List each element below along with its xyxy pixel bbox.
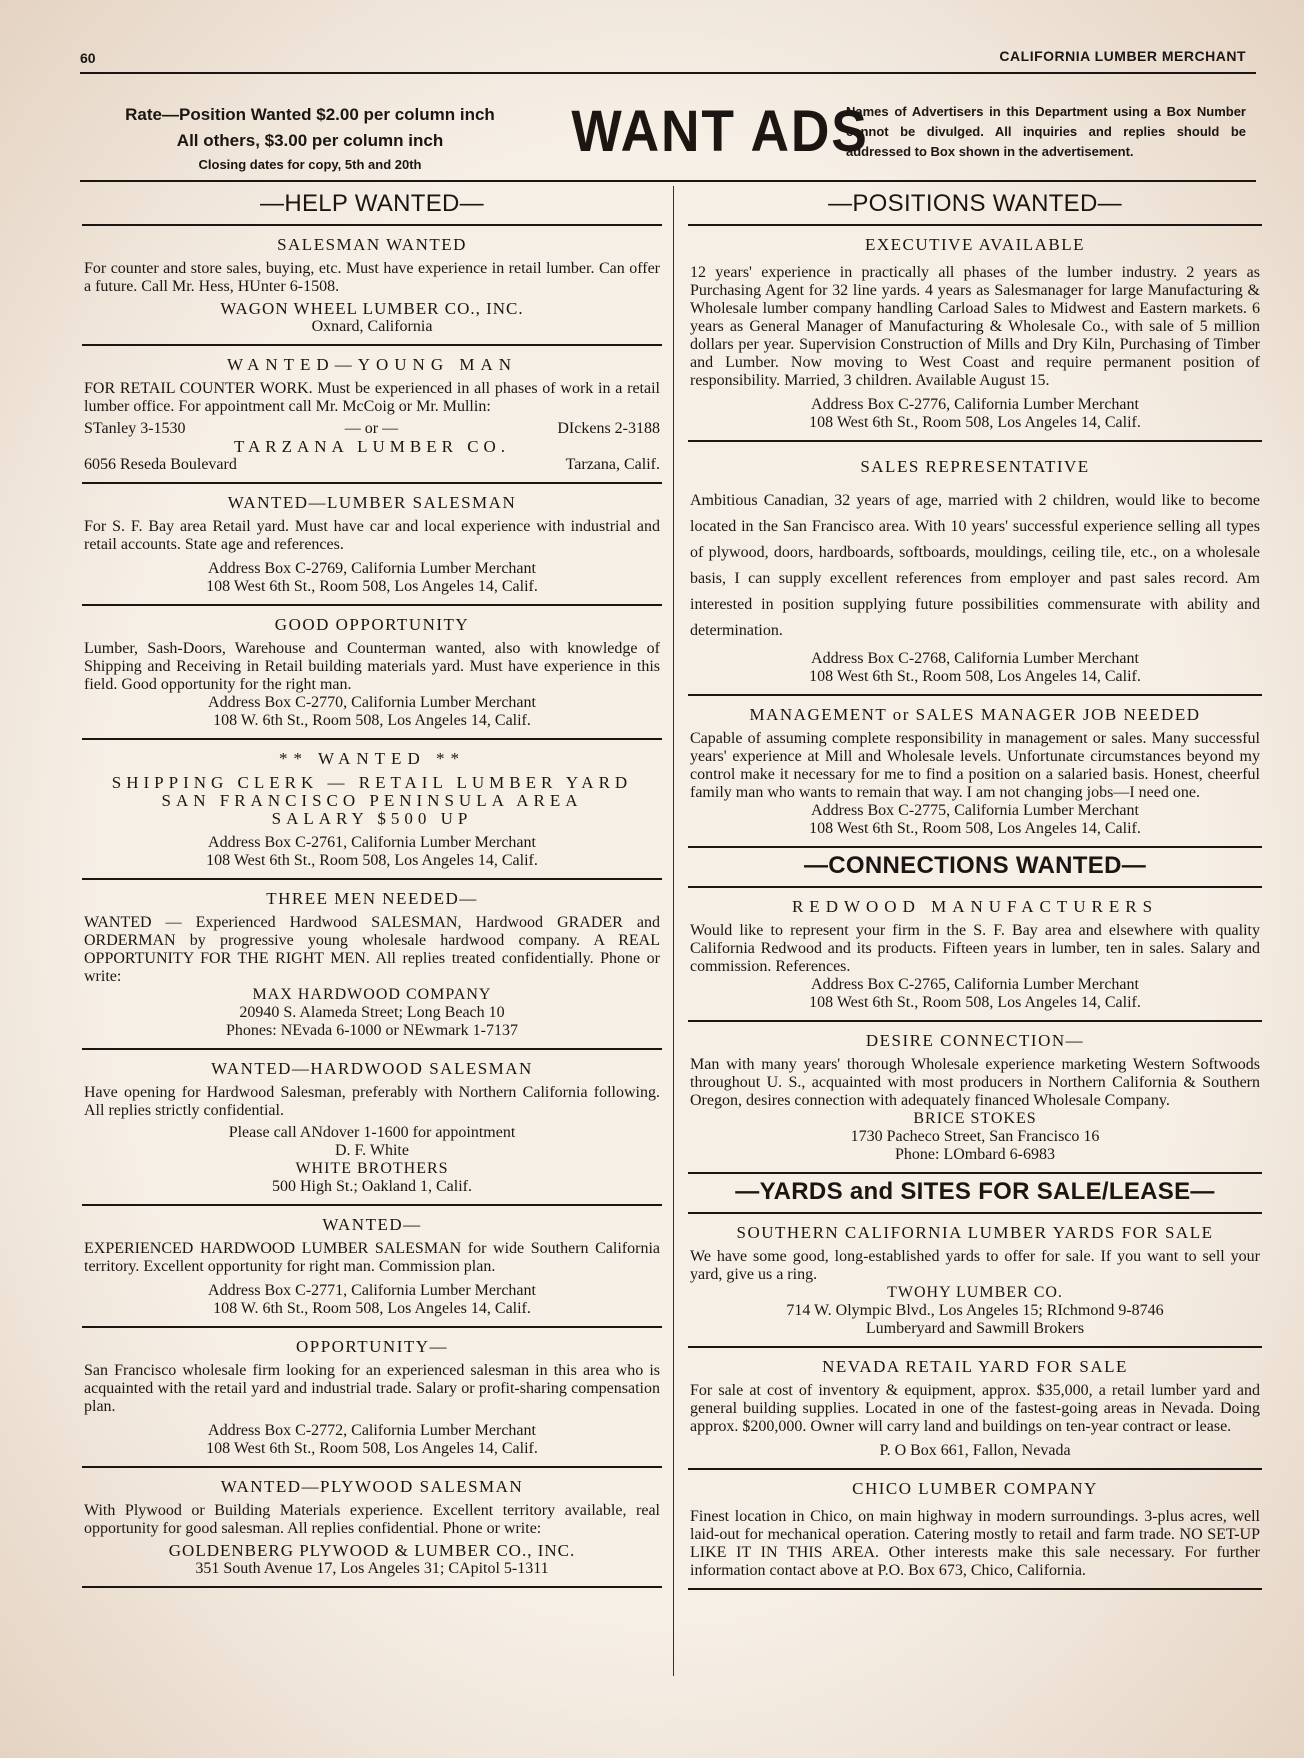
ad-heading: EXECUTIVE AVAILABLE — [864, 235, 1086, 254]
rate-block — [90, 102, 530, 176]
ad-body: 12 years' experience in practically all phases of the lumber industry. 2 years as Purchasing Agent for 32 line yards. 4 years as Salesmanager for large Manufacturing & Wholesale lumber company handling Carload Sales to Midwest and Eastern markets. 6 years as General Manager of Manufacturing & Wholesale Co., with sale of 5 million dollars per year. Supervision Construction of Mills and Dry Kiln, Purchasing of Timber and Lumber. Now moving to West Coast and require permanent position of responsibility. Married, 3 children. Available August 15. — [690, 264, 1260, 389]
ad-hardwood-salesman — [82, 1050, 662, 1206]
ad-shipping-clerk — [82, 740, 662, 880]
ad-box: Address Box C-2770, California Lumber Merchant — [208, 694, 536, 711]
ad-body: EXPERIENCED HARDWOOD LUMBER SALESMAN for wide Southern California territory. Excellent opportunity for right man. Commission plan. — [84, 1240, 660, 1275]
ad-heading: REDWOOD MANUFACTURERS — [791, 897, 1159, 916]
ad-company: GOLDENBERG PLYWOOD & LUMBER CO., INC. — [168, 1541, 576, 1560]
ad-body: With Plywood or Building Materials experience. Excellent territory available, real opportunity for good salesman. All replies confidential. Phone or write: — [84, 1502, 660, 1537]
ad-body: For S. F. Bay area Retail yard. Must have car and local experience with industrial and retail accounts. State age and references. — [84, 518, 660, 553]
column-divider — [673, 186, 674, 1676]
ad-sales-representative — [688, 442, 1262, 696]
ad-address: 108 West 6th St., Room 508, Los Angeles 14, Calif. — [206, 852, 538, 869]
page-number: 60 — [80, 50, 96, 66]
ad-company: TWOHY LUMBER CO. — [887, 1284, 1063, 1301]
ad-tagline: Lumberyard and Sawmill Brokers — [865, 1320, 1085, 1337]
ad-body: WANTED — Experienced Hardwood SALESMAN, Hardwood GRADER and ORDERMAN by progressive young wholesale hardwood company. A REAL OPPORTUNITY FOR THE RIGHT MEN. All replies treated confidentially. Phone or write: — [84, 914, 660, 985]
ad-company: WHITE BROTHERS — [295, 1160, 449, 1177]
ad-address: P. O Box 661, Fallon, Nevada — [879, 1442, 1071, 1459]
ad-phone: Phone: LOmbard 6-6983 — [895, 1146, 1055, 1163]
ad-body: Man with many years' thorough Wholesale experience marketing Western Softwoods throughout U. S., acquainted with most producers in Northern California & Southern Oregon, desires connection with adequately financed Wholesale Company. — [690, 1056, 1260, 1109]
ad-contact: D. F. White — [335, 1142, 409, 1159]
section-heading-yards-for-sale: —YARDS and SITES FOR SALE/LEASE— — [688, 1174, 1262, 1214]
ad-heading: DESIRE CONNECTION— — [865, 1031, 1085, 1050]
ad-address: 108 West 6th St., Room 508, Los Angeles 14, Calif. — [809, 414, 1141, 431]
ad-lumber-salesman — [82, 484, 662, 606]
ad-heading: WANTED—YOUNG MAN — [226, 355, 518, 374]
ad-body: FOR RETAIL COUNTER WORK. Must be experienced in all phases of work in a retail lumber office. For appointment call Mr. McCoig or Mr. Mullin: — [84, 380, 660, 415]
ad-body: Would like to represent your firm in the S. F. Bay area and elsewhere with quality California Redwood and its products. Fifteen years in lumber, ten in sales. Salary and commission. References. — [690, 922, 1260, 975]
ad-address: 1730 Pacheco Street, San Francisco 16 — [850, 1128, 1100, 1145]
section-heading-help-wanted: —HELP WANTED— — [82, 186, 662, 226]
ad-body: We have some good, long-established yards to offer for sale. If you want to sell your yard, give us a ring. — [690, 1248, 1260, 1283]
advertiser-notice: Names of Advertisers in this Department using a Box Number cannot be divulged. All inquiries and replies should be addressed to Box shown in the advertisement. — [846, 104, 1246, 159]
ad-heading: NEVADA RETAIL YARD FOR SALE — [822, 1357, 1128, 1376]
ad-salesman-wanted — [82, 226, 662, 346]
phone-1: STanley 3-1530 — [84, 420, 186, 437]
ad-address: 20940 S. Alameda Street; Long Beach 10 — [239, 1004, 505, 1021]
ad-executive-available — [688, 226, 1262, 442]
street: 6056 Reseda Boulevard — [84, 456, 237, 473]
ad-box: Address Box C-2761, California Lumber Merchant — [208, 834, 536, 851]
ad-body: Lumber, Sash-Doors, Warehouse and Counterman wanted, also with knowledge of Shipping and Receiving in Retail building materials yard. Must have experience in this field. Good opportunity for the right man. — [84, 640, 660, 693]
magazine-name: CALIFORNIA LUMBER MERCHANT — [999, 48, 1246, 64]
ad-body: For counter and store sales, buying, etc. Must have experience in retail lumber. Can offer a future. Call Mr. Hess, HUnter 6-1508. — [84, 260, 660, 295]
phone-or: — or — — [344, 420, 399, 437]
ad-address: 108 W. 6th St., Room 508, Los Angeles 14, Calif. — [213, 712, 531, 729]
right-column — [688, 186, 1262, 1590]
closing-dates: Closing dates for copy, 5th and 20th — [198, 157, 422, 172]
ad-company: WAGON WHEEL LUMBER CO., INC. — [220, 299, 524, 318]
ad-heading: SALES REPRESENTATIVE — [860, 457, 1090, 476]
ad-desire-connection — [688, 1022, 1262, 1174]
ad-heading: CHICO LUMBER COMPANY — [852, 1479, 1098, 1498]
ad-heading: SOUTHERN CALIFORNIA LUMBER YARDS FOR SALE — [736, 1223, 1214, 1242]
ad-heading: GOOD OPPORTUNITY — [274, 615, 470, 634]
ad-heading: OPPORTUNITY— — [295, 1337, 449, 1356]
ad-young-man — [82, 346, 662, 484]
rate-position: Rate—Position Wanted $2.00 per column inch — [125, 105, 495, 124]
ad-heading: MANAGEMENT or SALES MANAGER JOB NEEDED — [749, 705, 1201, 724]
ad-box: Address Box C-2775, California Lumber Merchant — [811, 802, 1139, 819]
ad-line-3: SALARY $500 UP — [271, 809, 473, 828]
ad-contact: BRICE STOKES — [913, 1110, 1037, 1127]
ad-box: Address Box C-2772, California Lumber Merchant — [208, 1422, 536, 1439]
ad-company: TARZANA LUMBER CO. — [233, 437, 511, 456]
ad-box: Address Box C-2768, California Lumber Merchant — [811, 650, 1139, 667]
ad-body: Finest location in Chico, on main highway in modern surroundings. 3-plus acres, well laid-out for mechanical operation. Catering mostly to retail and farm trade. NO SET-UP LIKE IT IN THIS AREA. Other interests make this sale necessary. For further information contact above at P.O. Box 673, Chico, California. — [690, 1508, 1260, 1579]
ad-wanted-experienced — [82, 1206, 662, 1328]
ad-address: 351 South Avenue 17, Los Angeles 31; CApitol 5-1311 — [195, 1560, 549, 1577]
ad-address: 108 West 6th St., Room 508, Los Angeles 14, Calif. — [809, 820, 1141, 837]
ad-heading: SALESMAN WANTED — [277, 235, 467, 254]
ad-company: MAX HARDWOOD COMPANY — [252, 986, 492, 1003]
ad-heading: WANTED— — [322, 1215, 422, 1234]
rate-others: All others, $3.00 per column inch — [176, 131, 444, 150]
ad-heading: WANTED—LUMBER SALESMAN — [227, 493, 517, 512]
section-heading-connections-wanted: —CONNECTIONS WANTED— — [688, 848, 1262, 888]
ad-three-men — [82, 880, 662, 1050]
ad-management-job — [688, 696, 1262, 848]
ad-box: Address Box C-2771, California Lumber Merchant — [208, 1282, 536, 1299]
ad-location: Oxnard, California — [311, 318, 433, 335]
ad-body: Have opening for Hardwood Salesman, preferably with Northern California following. All replies strictly confidential. — [84, 1084, 660, 1119]
ad-chico-lumber — [688, 1470, 1262, 1590]
ad-phones: Phones: NEvada 6-1000 or NEwmark 1-7137 — [226, 1022, 518, 1039]
ad-opportunity — [82, 1328, 662, 1468]
help-wanted-column — [82, 186, 662, 1588]
ad-call: Please call ANdover 1-1600 for appointment — [228, 1124, 516, 1141]
ad-line-2: SAN FRANCISCO PENINSULA AREA — [161, 791, 583, 810]
ad-address: 714 W. Olympic Blvd., Los Angeles 15; RIchmond 9-8746 — [786, 1302, 1164, 1319]
ad-box: Address Box C-2776, California Lumber Merchant — [811, 396, 1139, 413]
ad-nevada-retail-yard — [688, 1348, 1262, 1470]
city: Tarzana, Calif. — [565, 456, 660, 473]
ad-redwood-manufacturers — [688, 888, 1262, 1022]
ad-body: For sale at cost of inventory & equipment, approx. $35,000, a retail lumber yard and general building supplies. Located in one of the fastest-going areas in Nevada. Doing approx. $200,000. Owner will carry land and buildings on ten-year contract or lease. — [690, 1382, 1260, 1435]
ad-address: 108 West 6th St., Room 508, Los Angeles 14, Calif. — [809, 668, 1141, 685]
ad-box: Address Box C-2765, California Lumber Merchant — [811, 976, 1139, 993]
ad-phones — [84, 420, 660, 438]
phone-2: DIckens 2-3188 — [557, 420, 660, 437]
ad-box: Address Box C-2769, California Lumber Merchant — [208, 560, 536, 577]
masthead — [80, 96, 1256, 182]
section-heading-positions-wanted: —POSITIONS WANTED— — [688, 186, 1262, 226]
ad-heading: THREE MEN NEEDED— — [266, 889, 478, 908]
ad-address: 108 West 6th St., Room 508, Los Angeles 14, Calif. — [809, 994, 1141, 1011]
ad-body: San Francisco wholesale firm looking for an experienced salesman in this area who is acquainted with the retail yard and industrial trade. Salary or profit-sharing compensation plan. — [84, 1362, 660, 1415]
ad-heading: ** WANTED ** — [279, 749, 465, 768]
ad-line-1: SHIPPING CLERK — RETAIL LUMBER YARD — [111, 773, 633, 792]
ad-address — [84, 456, 660, 474]
ad-heading: WANTED—PLYWOOD SALESMAN — [220, 1477, 524, 1496]
ad-address: 108 West 6th St., Room 508, Los Angeles 14, Calif. — [206, 578, 538, 595]
ad-good-opportunity — [82, 606, 662, 740]
ad-plywood-salesman — [82, 1468, 662, 1588]
ad-address: 108 W. 6th St., Room 508, Los Angeles 14, Calif. — [213, 1300, 531, 1317]
ad-address: 500 High St.; Oakland 1, Calif. — [272, 1178, 472, 1195]
page-title: WANT ADS — [571, 99, 869, 164]
running-header — [80, 48, 1256, 74]
ad-address: 108 West 6th St., Room 508, Los Angeles 14, Calif. — [206, 1440, 538, 1457]
ad-body: Capable of assuming complete responsibility in management or sales. Many successful years' experience at Mill and Wholesale levels. Unfortunate circumstances beyond my control make it necessary for me to find a position on a salaried basis. Honest, cheerful family man who wants to remain that way. I am not changing jobs—I need one. — [690, 730, 1260, 801]
ad-body: Ambitious Canadian, 32 years of age, married with 2 children, would like to become located in the San Francisco area. With 10 years' successful experience selling all types of plywood, doors, hardboards, softboards, mouldings, ceiling tile, etc., on a wholesale basis, I can supply excellent references from employer and past sales record. Am interested in position supplying future possibilities commensurate with ability and determination. — [690, 492, 1260, 639]
ad-southern-california-yards — [688, 1214, 1262, 1348]
ad-heading: WANTED—HARDWOOD SALESMAN — [211, 1059, 533, 1078]
